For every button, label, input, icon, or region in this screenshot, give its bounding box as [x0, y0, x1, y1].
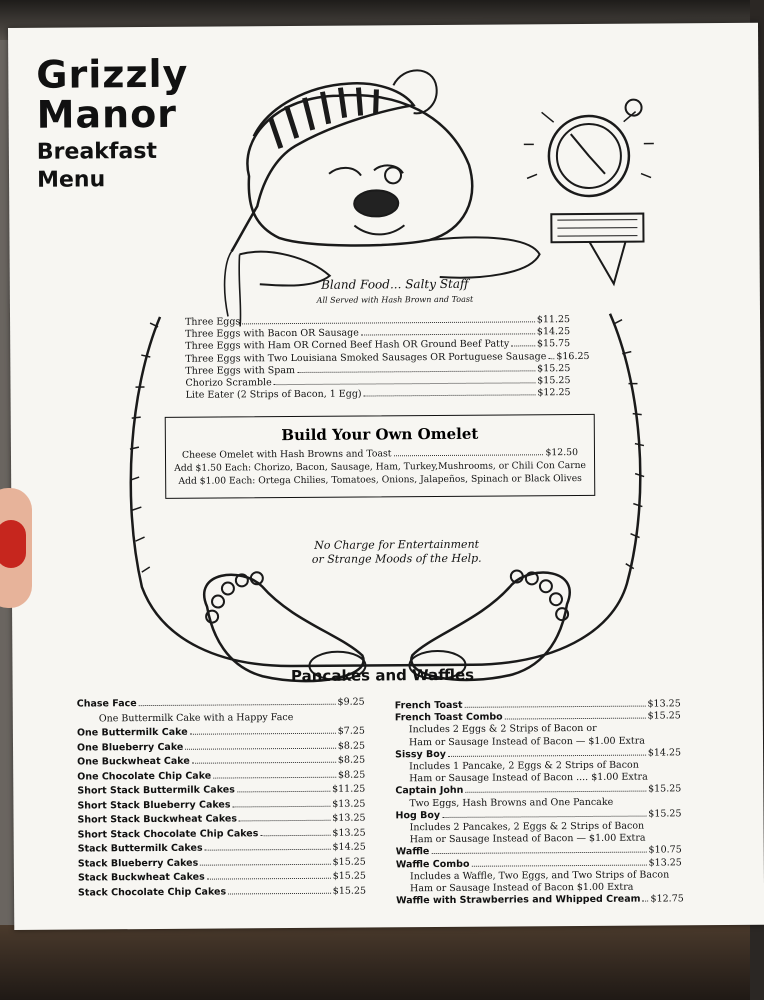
leader-dots — [465, 791, 646, 793]
title-line-breakfast: Breakfast — [36, 138, 157, 165]
menu-item-price: $11.25 — [332, 783, 366, 795]
menu-item-name: Three Eggs with Spam — [185, 364, 296, 377]
leader-dots — [643, 901, 649, 902]
menu-item-description: Ham or Sausage Instead of Bacon .... $1.00 Extra — [409, 771, 648, 785]
menu-item-name: Stack Blueberry Cakes — [77, 857, 199, 870]
menu-item-price: $14.25 — [332, 841, 366, 853]
menu-item-price: $15.25 — [647, 710, 681, 722]
breakfast-items-list — [185, 314, 590, 402]
menu-item-price: $15.25 — [537, 375, 571, 387]
leader-dots — [431, 852, 646, 855]
pancakes-left-column — [77, 696, 366, 901]
menu-item-name: Chase Face — [76, 698, 137, 710]
menu-item-price: $15.25 — [332, 870, 366, 882]
leader-dots — [442, 815, 646, 817]
leader-dots — [361, 334, 535, 336]
menu-item-name: French Toast Combo — [394, 711, 503, 724]
menu-item-name: Three Eggs with Two Louisiana Smoked Sausages OR Portuguese Sausage — [185, 350, 547, 365]
leader-dots — [274, 382, 536, 385]
menu-item-name: Cheese Omelet with Hash Browns and Toast — [181, 448, 392, 461]
menu-item-price: $12.50 — [545, 447, 579, 459]
menu-item-name: Short Stack Buttermilk Cakes — [77, 784, 235, 797]
menu-item-price: $11.25 — [536, 314, 571, 326]
menu-item-name: Stack Chocolate Chip Cakes — [77, 885, 227, 899]
leader-dots — [192, 762, 336, 764]
leader-dots — [394, 454, 544, 456]
menu-item-price: $12.75 — [650, 893, 684, 905]
menu-item-price: $13.25 — [647, 698, 681, 710]
leader-dots — [242, 321, 535, 324]
menu-item-price: $14.25 — [647, 747, 682, 759]
menu-item-price: $15.25 — [537, 362, 571, 375]
menu-item-name: Short Stack Blueberry Cakes — [77, 798, 231, 812]
menu-item-price: $16.25 — [556, 350, 590, 362]
menu-item-price: $8.25 — [337, 769, 366, 781]
menu-item-name: Waffle — [395, 846, 430, 858]
table-surface — [0, 925, 750, 1000]
menu-item-price: $15.75 — [536, 338, 571, 350]
menu-item-description: Includes 2 Eggs & 2 Strips of Bacon or — [408, 723, 597, 736]
leader-dots — [213, 776, 336, 778]
leader-dots — [205, 849, 331, 851]
menu-item-price: $12.25 — [537, 387, 571, 399]
menu-item-price: $8.25 — [337, 754, 366, 766]
menu-item-price: $8.25 — [337, 740, 366, 752]
omelet-addon-2: Add $1.00 Each: Ortega Chilies, Tomatoes, Onions, Jalapeños, Spinach or Black Olives — [178, 473, 582, 488]
tagline: Bland Food... Salty Staff — [321, 276, 469, 292]
menu-item-row — [396, 894, 682, 908]
pancakes-waffles-title: Pancakes and Waffles — [290, 665, 475, 686]
no-charge-note — [232, 537, 562, 567]
menu-item-price: $9.25 — [337, 696, 365, 708]
menu-item-name: One Blueberry Cake — [76, 741, 184, 754]
menu-item-price: $13.25 — [648, 856, 682, 869]
menu-sheet — [8, 23, 764, 930]
omelet-title: Build Your Own Omelet — [281, 424, 479, 445]
leader-dots — [233, 805, 331, 807]
leader-dots — [505, 718, 646, 720]
omelet-addon-1: Add $1.50 Each: Chorizo, Bacon, Sausage, Ham, Turkey,Mushrooms, or Chili Con Carne — [174, 460, 586, 475]
menu-item-description: Includes 2 Pancakes, 2 Eggs & 2 Strips of Bacon — [409, 820, 645, 834]
menu-item-description: One Buttermilk Cake with a Happy Face — [98, 711, 294, 724]
leader-dots — [465, 706, 646, 708]
menu-item-name: Chorizo Scramble — [185, 377, 272, 389]
leader-dots — [364, 395, 536, 397]
menu-item-name: Stack Buttermilk Cakes — [77, 842, 203, 855]
menu-item-description: Ham or Sausage Instead of Bacon $1.00 Extra — [409, 881, 634, 895]
leader-dots — [237, 791, 330, 793]
menu-item-name: One Buckwheat Cake — [77, 755, 190, 768]
leader-dots — [297, 370, 535, 373]
served-note: All Served with Hash Brown and Toast — [316, 294, 474, 305]
leader-dots — [471, 864, 646, 866]
menu-item-price: $13.25 — [332, 827, 366, 839]
menu-item-name: Short Stack Chocolate Chip Cakes — [77, 827, 259, 841]
no-charge-line-2: or Strange Moods of the Help. — [311, 551, 482, 566]
leader-dots — [239, 820, 330, 822]
menu-item-row — [78, 884, 366, 901]
leader-dots — [548, 358, 554, 359]
menu-item-name: Three Eggs with Bacon OR Sausage — [185, 327, 359, 340]
menu-item-name: Hog Boy — [395, 809, 441, 822]
leader-dots — [207, 878, 331, 880]
title-line-menu: Menu — [36, 167, 106, 193]
menu-item-price: $15.25 — [648, 808, 682, 820]
red-fingernail — [0, 520, 26, 568]
menu-item-name: Lite Eater (2 Strips of Bacon, 1 Egg) — [185, 388, 362, 401]
menu-item-price: $10.75 — [648, 844, 682, 856]
menu-item-name: Stack Buckwheat Cakes — [77, 871, 205, 884]
menu-item-name: One Chocolate Chip Cake — [77, 770, 212, 783]
leader-dots — [448, 754, 646, 756]
menu-item-description: Two Eggs, Hash Browns and One Pancake — [409, 796, 614, 809]
leader-dots — [228, 892, 331, 894]
menu-item-description: Ham or Sausage Instead of Bacon — $1.00 Extra — [408, 735, 645, 748]
menu-item-name: French Toast — [394, 699, 463, 712]
menu-item-price: $15.25 — [332, 885, 367, 897]
title-line-manor: Manor — [36, 91, 178, 137]
leader-dots — [200, 863, 330, 865]
menu-item-price: $14.25 — [536, 326, 571, 338]
leader-dots — [185, 747, 336, 749]
pancakes-right-column — [395, 698, 682, 907]
leader-dots — [260, 834, 330, 835]
leader-dots — [190, 733, 336, 735]
menu-item-name: Short Stack Buckwheat Cakes — [77, 813, 238, 826]
leader-dots — [511, 346, 535, 347]
menu-item-price: $15.25 — [332, 856, 366, 868]
leader-dots — [139, 704, 336, 706]
menu-item-name: Waffle with Strawberries and Whipped Cream — [396, 893, 641, 907]
menu-item-name: Three Eggs with Ham OR Corned Beef Hash OR Ground Beef Patty — [185, 338, 510, 353]
omelet-box — [165, 414, 596, 499]
menu-item-name: Sissy Boy — [395, 748, 446, 761]
menu-item-description: Includes a Waffle, Two Eggs, and Two Strips of Bacon — [409, 869, 670, 883]
title-line-grizzly: Grizzly — [36, 51, 189, 97]
menu-item-price: $13.25 — [332, 798, 366, 810]
menu-item-name: Three Eggs — [185, 316, 241, 328]
menu-item-price: $7.25 — [337, 725, 365, 737]
menu-item-description: Includes 1 Pancake, 2 Eggs & 2 Strips of Bacon — [409, 759, 639, 773]
menu-item-price: $15.25 — [648, 783, 682, 795]
menu-item-name: Waffle Combo — [395, 858, 470, 870]
menu-item-name: One Buttermilk Cake — [76, 726, 188, 739]
menu-item-description: Ham or Sausage Instead of Bacon — $1.00 Extra — [409, 832, 646, 846]
no-charge-line-1: No Charge for Entertainment — [314, 537, 480, 552]
menu-item-price: $13.25 — [332, 812, 366, 824]
menu-item-name: Captain John — [395, 785, 464, 797]
